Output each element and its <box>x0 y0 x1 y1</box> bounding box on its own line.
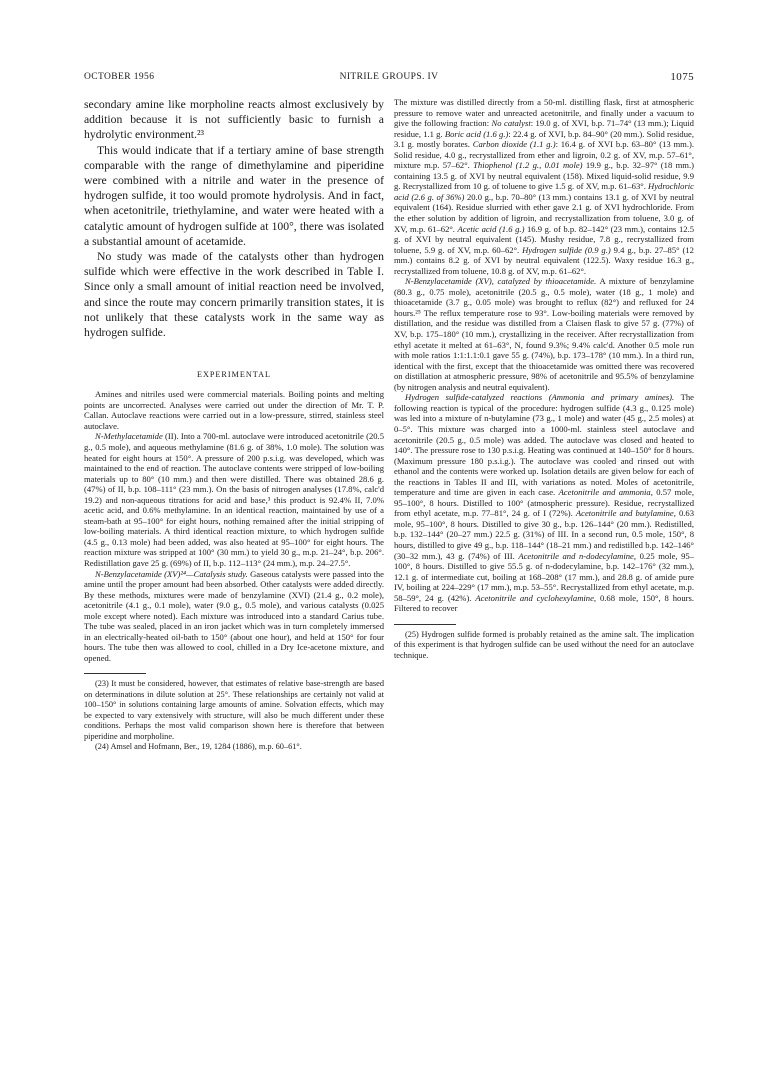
catalyst-label: Hydrogen sulfide (0.9 g.) <box>522 244 611 255</box>
text-run: 20.0 g., b.p. 70–80° (13 mm.) contains 13.1 g. of XVI by neutral equivalent (164). Residue slurried with ether gave 2.1 g. of XVI hydrochloride. From the ether solution by addition of ligroin, and recrystallization from toluene, 3.0 g. of XV, m.p. 61–62°. <box>394 191 695 234</box>
text-run: : 22.4 g. of XVI, b.p. 84–90° (20 mm.). Solid residue, 3.1 g. mostly borates. <box>394 128 694 150</box>
header-date: OCTOBER 1956 <box>84 72 155 82</box>
paragraph-materials: Amines and nitriles used were commercial materials. Boiling points and melting points are uncorrected. Analyses were carried out under the direction of Mr. T. P. Callan. Autoclave reactions were carried out in a low-pressure, stirred, stainless steel autoclave. <box>84 389 384 431</box>
text-run: 0.68 mole, 150°, 8 hours. Filtered to recover <box>394 592 694 614</box>
right-column <box>394 97 694 661</box>
catalyst-label: No catalyst <box>491 118 531 129</box>
page-number: 1075 <box>670 71 694 83</box>
text-run: : 19.0 g. of XVI, b.p. 71–74° (13 mm.); Liquid residue, 1.1 g. <box>394 118 694 139</box>
text-run: The following reaction is typical of the procedure: hydrogen sulfide (4.3 g., 0.125 mole) was led into a mixture of n-butylamine (73 g., 1 mole) and water (45 g., 2.5 moles) at 0–5°. This mixture was charged into a 1000-ml. stainless steel autoclave and acetonitrile (20.5 g., 0.5 mole) was added. The autoclave was closed and heated to 140°. The pressure rose to 130 p.s.i.g. Heating was continued at 140–150° for 8 hours. (Maximum pressure 180 p.s.i.g.). The autoclave was cooled and rinsed out with ethanol and the contents were worked up. Isolation details are given below for each of the reactions in Tables II and III, with variations as noted. Moles of acetonitrile, temperature and time are given in each case. <box>394 392 694 498</box>
paragraph-distillation-results <box>394 97 694 276</box>
paragraph-text: Gaseous catalysts were passed into the amine until the proper amount had been absorbed. Other catalysts were added directly. By these methods, mixtures were made of benzylamine (XVI) (21.4 g., 0.2 mole), acetonitrile (4.1 g., 0.1 mole), water (9.0 g., 0.5 mole), and various catalysts (0.025 mole except where noted). Each mixture was introduced into a standard Carius tube. The tube was sealed, placed in an iron jacket which was in turn completely immersed in an electrically-heated oil-bath to 150° (about one hour), and held at 150° for four hours. The tube then was allowed to cool, chilled in a Dry Ice-acetone mixture, and opened. <box>84 568 384 663</box>
section-heading-experimental: EXPERIMENTAL <box>196 370 272 380</box>
text-run: 0.25 mole, 95–100°, 8 hours. Distilled to give 55.5 g. of n-dodecylamine, b.p. 142–176° (32 mm.), 12.1 g. of intermediate cut, boiling at 168–208° (17 mm.), and 28.8 g. of amide pure IV, boiling at 224–229° (17 mm.), m.p. 53–55°. Recrystallized from ethyl acetate, m.p. 58–59°, 24 g. (42%). <box>394 550 694 603</box>
left-column <box>84 97 384 752</box>
text-run: : 16.4 g. of XVI b.p. 63–80° (13 mm.). Solid residue, 4.0 g., recrystallized from ether and ligroin, 0.2 g. of XV, m.p. 57–61°, mixture m.p. 57–62°. <box>394 139 694 171</box>
header-title: NITRILE GROUPS. IV <box>339 72 439 82</box>
footnote-23: (23) It must be considered, however, that estimates of relative base-strength are based on determinations in dilute solution at 25°. These relationships are certainly not valid at 100–150° in solutions containing large amounts of amine. Solvation effects, which may be expected to vary extensively with structure, will also be much different under these conditions. Perhaps the most valid comparison shown here is therefore that between piperidine and morpholine. <box>84 679 384 741</box>
footnote-divider <box>394 624 456 625</box>
paragraph-text: (II). Into a 700-ml. autoclave were introduced acetonitrile (20.5 g., 0.5 mole), and aqueous methylamine (81.6 g. of 38%, 1.0 mole). The solution was heated for eight hours at 150°. A pressure of 200 p.s.i.g. was developed, which was maintained to the end of reaction. The autoclave contents were stripped of low-boiling materials up to 80° (10 mm.) and then were distilled. There was obtained 28.6 g. (47%) of II, b.p. 108–111° (23 mm.). On the basis of nitrogen analyses (17.8%, calc'd 19.2) and non-aqueous titrations for acid and base,³ this product is 92.4% II, 7.0% acetic acid, and 0.6% methylamine. In an identical reaction, maintained by use of a steam-bath at 95–100° for eight hours, nothing remained after the initial stripping of low-boiling materials. A third identical reaction mixture, to which hydrogen sulfide (4.5 g., 0.13 mole) had been added, was also heated at 95–100° for eight hours. The reaction mixture was stripped at 100° (30 mm.) to yield 30 g., m.p. 21–24°, b.p. 206°. Redistillation gave 25 g. (69%) of II, b.p. 112–113° (24 mm.), m.p. 24–27.5°. <box>84 431 384 568</box>
paragraph-benzylacetamide-catalysis <box>84 569 384 664</box>
text-run: 9.4 g., b.p. 27–85° (12 mm.) contains 8.2 g. of XVI by neutral equivalent (122.5). Waxy residue 16.3 g., recrystallized from toluene, 10.8 g. of XV, m.p. 61–62°. <box>394 244 694 276</box>
footnotes <box>84 679 384 752</box>
reaction-label: Acetonitrile and ammonia, <box>558 487 653 498</box>
footnote-25: (25) Hydrogen sulfide formed is probably retained as the amine salt. The implication of this experiment is that hydrogen sulfide can be used without the need for an autoclave technique. <box>394 629 694 660</box>
running-header <box>84 72 694 86</box>
compound-title: N-Benzylacetamide (XV)²⁴—Catalysis study. <box>95 568 248 579</box>
text-run: 19.9 g., b.p. 32–97° (18 mm.) containing 13.5 g. of XVI by neutral equivalent (158). Mixed liquid-solid residue, 9.9 g. Recrystallized from 10 g. of toluene to give 1.5 g. of XV, m.p. 61–63°. <box>394 160 694 192</box>
footnotes <box>394 630 694 661</box>
catalyst-label: Thiophenol (1.2 g., 0.01 mole) <box>473 160 583 171</box>
catalyst-label: Hydrochloric acid (2.6 g. of 36%) <box>394 181 694 202</box>
paragraph: secondary amine like morpholine reacts almost exclusively by addition because it is not sufficiently basic to furnish a hydrolytic environment.²³ <box>84 98 384 142</box>
compound-title: N-Benzylacetamide (XV), catalyzed by thioacetamide. <box>405 276 597 287</box>
experimental-text-continued <box>394 97 694 614</box>
discussion-text <box>84 97 384 340</box>
text-run: The mixture was distilled directly from a 50-ml. distilling flask, first at atmospheric pressure to remove water and unreacted acetonitrile, and finally under a vacuum to give the following fraction: <box>394 97 694 129</box>
catalyst-label: Acetic acid (1.6 g.) <box>457 223 525 234</box>
paragraph-methylacetamide <box>84 431 384 568</box>
catalyst-label: Carbon dioxide (1.1 g.) <box>472 139 556 150</box>
reaction-label: Acetonitrile and butylamine, <box>575 508 676 519</box>
paragraph-hydrogen-sulfide-reactions <box>394 392 694 613</box>
reaction-label: Acetonitrile and cyclohexylamine, <box>475 592 597 603</box>
experimental-text <box>84 389 384 663</box>
paragraph-text: A mixture of benzylamine (80.3 g., 0.75 mole), acetonitrile (20.5 g., 0.5 mole), water (18 g., 1 mole) and thioacetamide (3.7 g., 0.05 mole) was brought to reflux (82°) and refluxed for 24 hours.²⁵ The reflux temperature rose to 93°. Low-boiling materials were removed by distillation, and the residue was distilled from a Claisen flask to give 57 g. (77%) of XV, b.p. 175–180° (10 mm.), crystallizing in the receiver. After recrystallization from ethyl acetate it melted at 61–63°, N, found 9.3%; 9.4% calc'd. Another 0.5 mole run with mole ratios 1:1:1.1:0.1 gave 55 g. (74%), b.p. 173–178° (10 mm.). In a third run, identical with the first, except that the thioacetamide was omitted there was recovered on distillation at atmospheric pressure, 98% of acetonitrile and 95.5% of benzylamine (by nitrogen analysis and neutral equivalent). <box>394 276 694 392</box>
text-run: 0.57 mole, 95–100°, 8 hours. Distilled to 100° (atmospheric pressure). Residue, recrystallized from ethyl acetate, m.p. 77–81°, 24 g. of I (72%). <box>394 487 694 519</box>
paragraph: No study was made of the catalysts other than hydrogen sulfide which were effective in the work described in Table I. Since only a small amount of initial reaction need be involved, and since the route may concern primarily transition states, it is not unlikely that these catalysts work in the same way as hydrogen sulfide. <box>84 250 384 340</box>
footnote-divider <box>84 673 146 674</box>
paragraph-thioacetamide <box>394 276 694 392</box>
text-run: 16.9 g. of b.p. 82–142° (23 mm.), contains 12.5 g. of XVI by neutral equivalent (145). Mushy residue, 7.8 g., recrystallized from toluene, 5.9 g. of XV, m.p. 60–62°. <box>394 223 695 255</box>
compound-title: N-Methylacetamide <box>95 431 163 442</box>
catalyst-label: Boric acid (1.6 g.) <box>444 128 509 139</box>
subsection-title: Hydrogen sulfide-catalyzed reactions (Ammonia and primary amines). <box>405 392 675 403</box>
paragraph: This would indicate that if a tertiary amine of base strength comparable with the range of dimethylamine and piperidine were combined with a nitrile and water in the presence of hydrogen sulfide, it too would promote hydrolysis. And in fact, when acetonitrile, triethylamine, and water were heated with a catalytic amount of hydrogen sulfide at 100°, there was isolated a substantial amount of acetamide. <box>84 143 384 248</box>
footnote-24: (24) Amsel and Hofmann, Ber., 19, 1284 (1886), m.p. 60–61°. <box>95 741 302 751</box>
text-run: 0.63 mole, 95–100°, 8 hours. Distilled to give 30 g., b.p. 126–144° (20 mm.). Redistilled, b.p. 132–144° (20–27 mm.) 22.5 g. (31%) of III. In a second run, 0.5 mole, 150°, 8 hours, distilled to give 49 g., b.p. 118–144° (18–21 mm.) and redistilled b.p. 142–146° (30–32 mm.), 43 g. (74%) of III. <box>394 508 694 561</box>
reaction-label: Acetonitrile and n-dodecylamine, <box>518 550 636 561</box>
